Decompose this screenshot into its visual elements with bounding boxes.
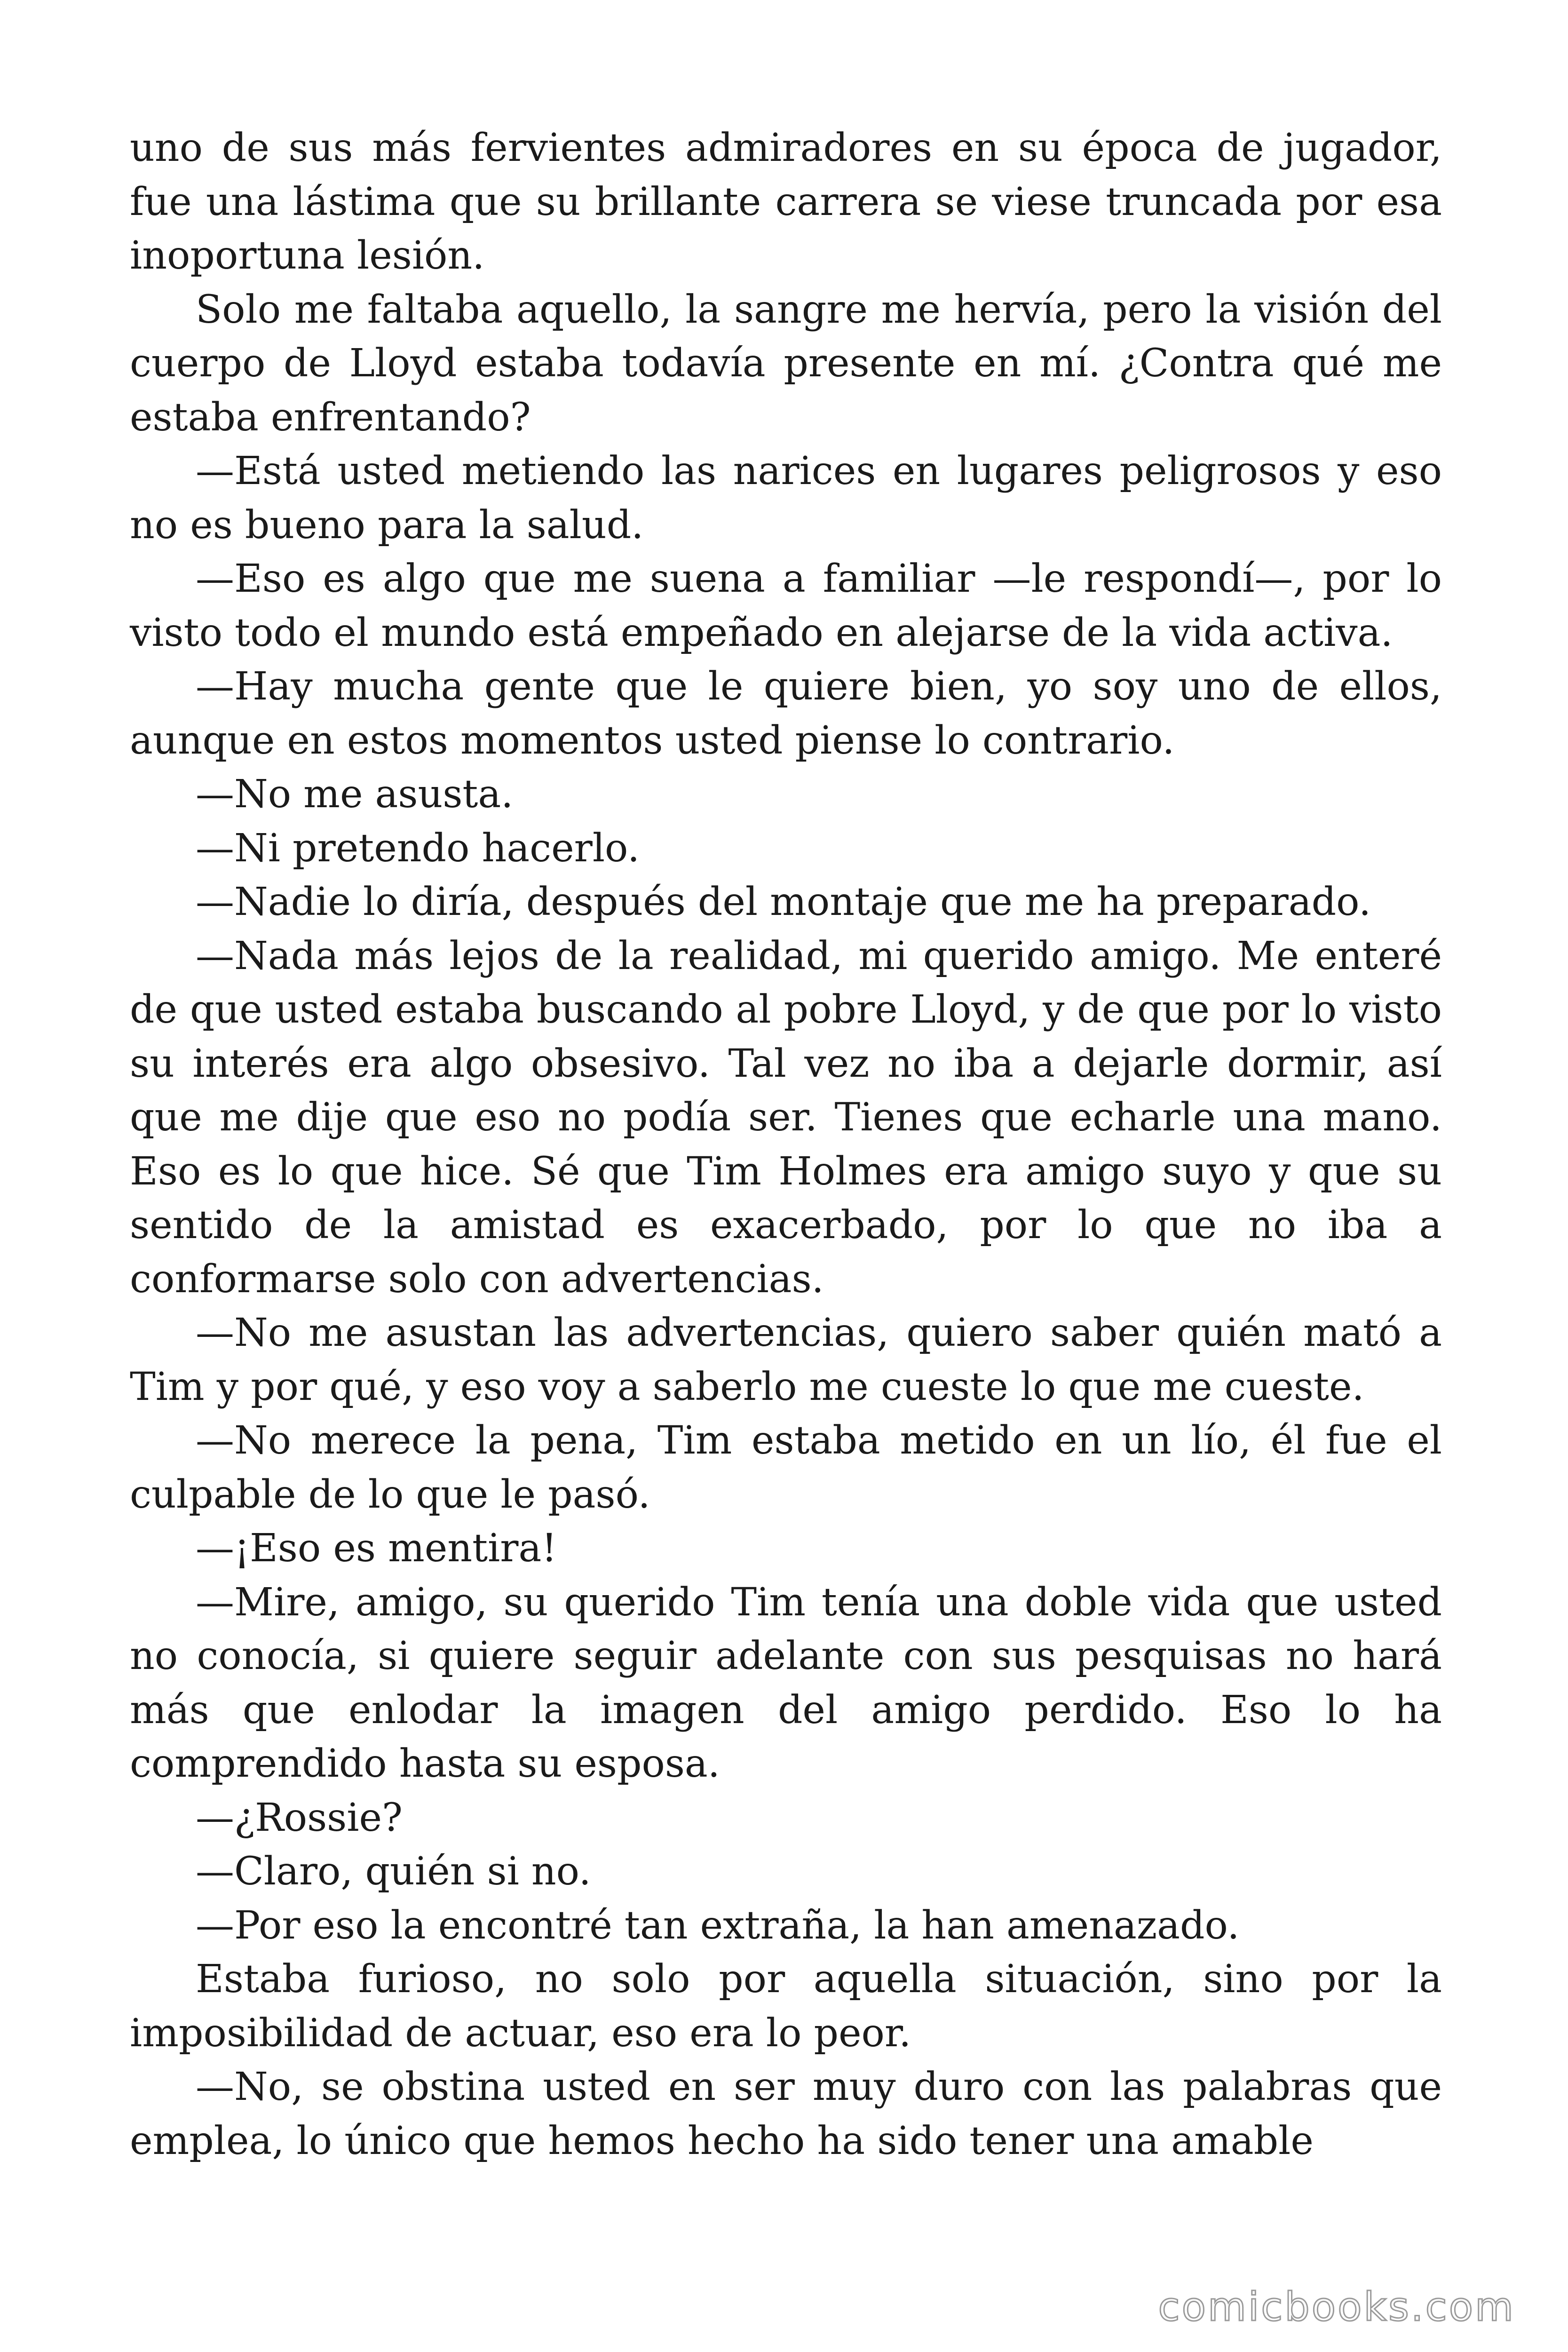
paragraph-17: Estaba furioso, no solo por aquella situación, sino por la imposibilidad de actuar, eso era lo peor. (130, 1957, 1442, 2056)
paragraph-13: —Mire, amigo, su querido Tim tenía una doble vida que usted no conocía, si quiere seguir adelante con sus pesquisas no hará más que enlodar la imagen del amigo perdido. Eso lo ha comprendido hasta su esposa. (130, 1580, 1442, 1786)
paragraph-9: —Nada más lejos de la realidad, mi querido amigo. Me enteré de que usted estaba buscando al pobre Lloyd, y de que por lo visto su interés era algo obsesivo. Tal vez no iba a dejarle dormir, así que me dije que eso no podía ser. Tienes que echarle una mano. Eso es lo que hice. Sé que Tim Holmes era amigo suyo y que su sentido de la amistad es exacerbado, por lo que no iba a conformarse solo con advertencias. (130, 933, 1442, 1302)
site-watermark: comicbooks.com (1158, 2284, 1515, 2330)
paragraph-6: —No me asusta. (196, 772, 514, 817)
paragraph-11: —No merece la pena, Tim estaba metido en un lío, él fue el culpable de lo que le pasó. (130, 1418, 1442, 1517)
paragraph-5: —Hay mucha gente que le quiere bien, yo soy uno de ellos, aunque en estos momentos usted piense lo contrario. (130, 664, 1442, 763)
paragraph-15: —Claro, quién si no. (196, 1849, 591, 1894)
paragraph-8: —Nadie lo diría, después del montaje que me ha preparado. (196, 880, 1371, 924)
paragraph-7: —Ni pretendo hacerlo. (196, 826, 640, 871)
paragraph-4: —Eso es algo que me suena a familiar —le respondí—, por lo visto todo el mundo está empeñado en alejarse de la vida activa. (130, 556, 1442, 655)
paragraph-18: —No, se obstina usted en ser muy duro con las palabras que emplea, lo único que hemos hecho ha sido tener una amable (130, 2065, 1442, 2163)
paragraph-2: Solo me faltaba aquello, la sangre me hervía, pero la visión del cuerpo de Lloyd estaba todavía presente en mí. ¿Contra qué me estaba enfrentando? (130, 287, 1442, 440)
paragraph-14: —¿Rossie? (196, 1795, 403, 1840)
paragraph-12: —¡Eso es mentira! (196, 1526, 557, 1571)
paragraph-3: —Está usted metiendo las narices en lugares peligrosos y eso no es bueno para la salud. (130, 449, 1442, 548)
page-body-text (130, 121, 1442, 2168)
paragraph-16: —Por eso la encontré tan extraña, la han amenazado. (196, 1903, 1240, 1948)
paragraph-1: uno de sus más fervientes admiradores en su época de jugador, fue una lástima que su brillante carrera se viese truncada por esa inoportuna lesión. (130, 126, 1442, 278)
paragraph-10: —No me asustan las advertencias, quiero saber quién mató a Tim y por qué, y eso voy a saberlo me cueste lo que me cueste. (130, 1311, 1442, 1409)
